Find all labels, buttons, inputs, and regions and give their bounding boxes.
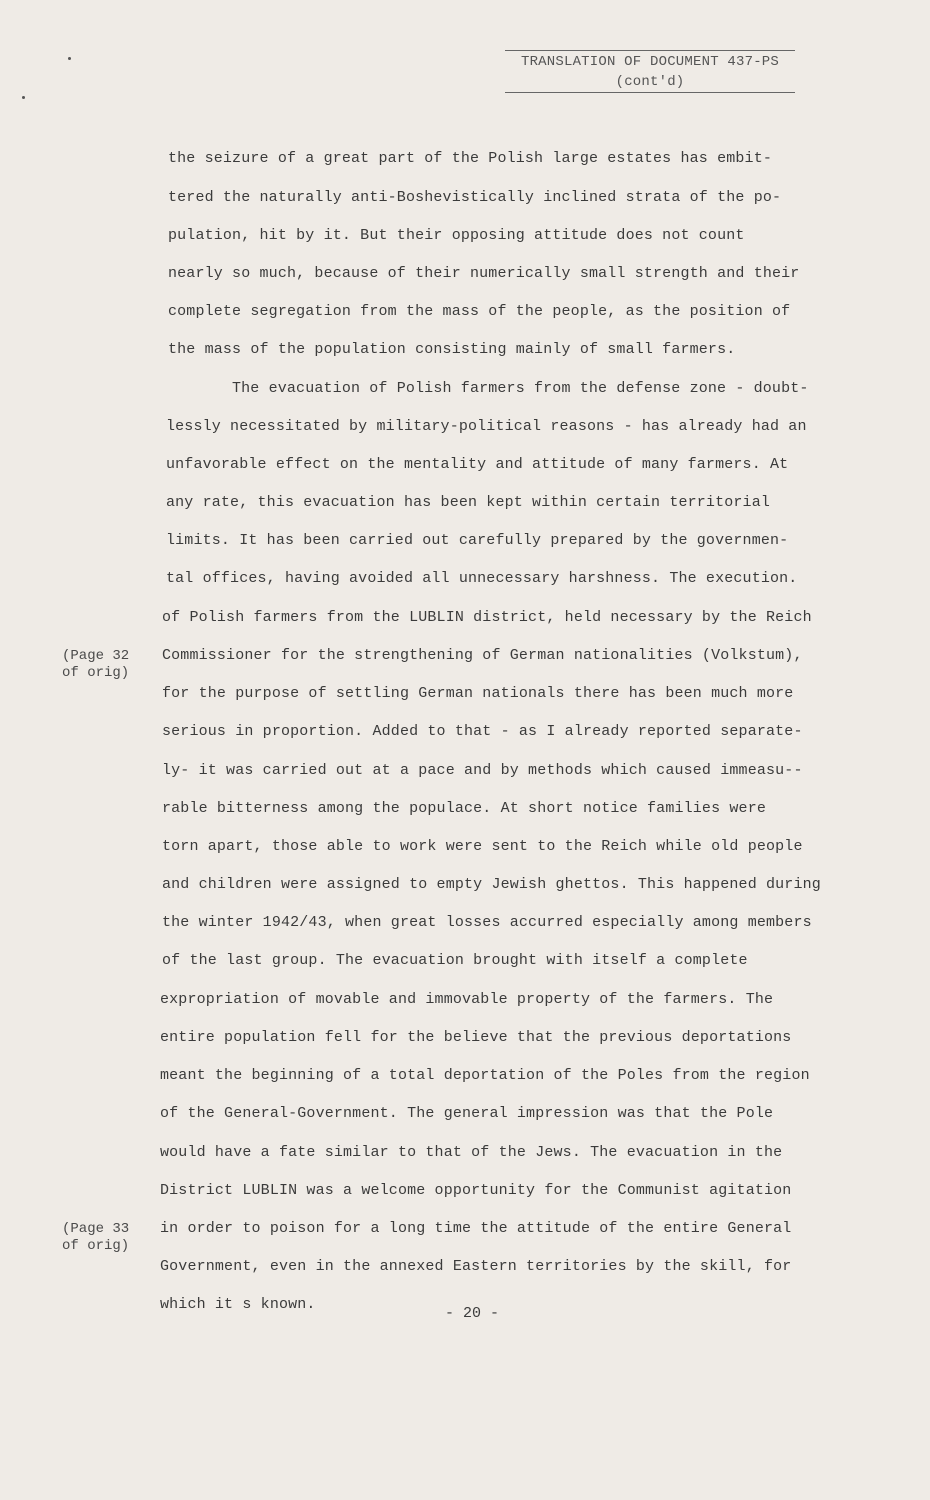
text-line: tal offices, having avoided all unnecessary harshness. The execution. — [166, 570, 798, 587]
text-line: District LUBLIN was a welcome opportunity for the Communist agitation — [160, 1182, 792, 1199]
text-line: tered the naturally anti-Boshevistically inclined strata of the po- — [168, 189, 782, 206]
margin-note-line: of orig) — [62, 665, 130, 681]
text-line: lessly necessitated by military-political reasons - has already had an — [166, 418, 807, 435]
text-line: the seizure of a great part of the Polish large estates has embit- — [168, 150, 772, 167]
margin-note-line: (Page 33 — [62, 1221, 130, 1237]
text-line: entire population fell for the believe that the previous deportations — [160, 1029, 792, 1046]
text-line: limits. It has been carried out carefully prepared by the governmen- — [166, 532, 789, 549]
text-line: the winter 1942/43, when great losses accurred especially among members — [162, 914, 812, 931]
text-line: which it s known. — [160, 1296, 316, 1313]
page-number: - 20 - — [445, 1305, 500, 1322]
text-line: Commissioner for the strengthening of German nationalities (Volkstum), — [162, 647, 803, 664]
header-subtitle: (cont'd) — [505, 72, 795, 93]
text-line: torn apart, those able to work were sent to the Reich while old people — [162, 838, 803, 855]
text-line: complete segregation from the mass of the people, as the position of — [168, 303, 791, 320]
text-line: pulation, hit by it. But their opposing attitude does not count — [168, 227, 745, 244]
text-line: nearly so much, because of their numerically small strength and their — [168, 265, 800, 282]
document-header — [505, 50, 795, 93]
text-line: of the General-Government. The general impression was that the Pole — [160, 1105, 774, 1122]
text-line: would have a fate similar to that of the Jews. The evacuation in the — [160, 1144, 783, 1161]
text-line: rable bitterness among the populace. At short notice families were — [162, 800, 766, 817]
text-line: in order to poison for a long time the attitude of the entire General — [160, 1220, 792, 1237]
text-line: for the purpose of settling German nationals there has been much more — [162, 685, 794, 702]
text-line: unfavorable effect on the mentality and attitude of many farmers. At — [166, 456, 789, 473]
text-line: Government, even in the annexed Eastern territories by the skill, for — [160, 1258, 792, 1275]
text-line: and children were assigned to empty Jewish ghettos. This happened during — [162, 876, 821, 893]
text-line: ly- it was carried out at a pace and by methods which caused immeasu-- — [162, 762, 803, 779]
margin-note-line: (Page 32 — [62, 648, 130, 664]
text-line: expropriation of movable and immovable property of the farmers. The — [160, 991, 774, 1008]
text-line: The evacuation of Polish farmers from the defense zone - doubt- — [232, 380, 809, 397]
header-title: TRANSLATION OF DOCUMENT 437-PS — [505, 50, 795, 72]
margin-note-page-33 — [62, 1221, 129, 1255]
text-line: of the last group. The evacuation brought with itself a complete — [162, 952, 748, 969]
paper-speck — [68, 57, 71, 60]
text-line: any rate, this evacuation has been kept within certain territorial — [166, 494, 770, 511]
margin-note-page-32 — [62, 648, 129, 682]
text-line: the mass of the population consisting mainly of small farmers. — [168, 341, 736, 358]
text-line: of Polish farmers from the LUBLIN district, held necessary by the Reich — [162, 609, 812, 626]
paper-speck — [22, 96, 25, 99]
text-line: meant the beginning of a total deportation of the Poles from the region — [160, 1067, 810, 1084]
margin-note-line: of orig) — [62, 1238, 130, 1254]
text-line: serious in proportion. Added to that - as I already reported separate- — [162, 723, 803, 740]
